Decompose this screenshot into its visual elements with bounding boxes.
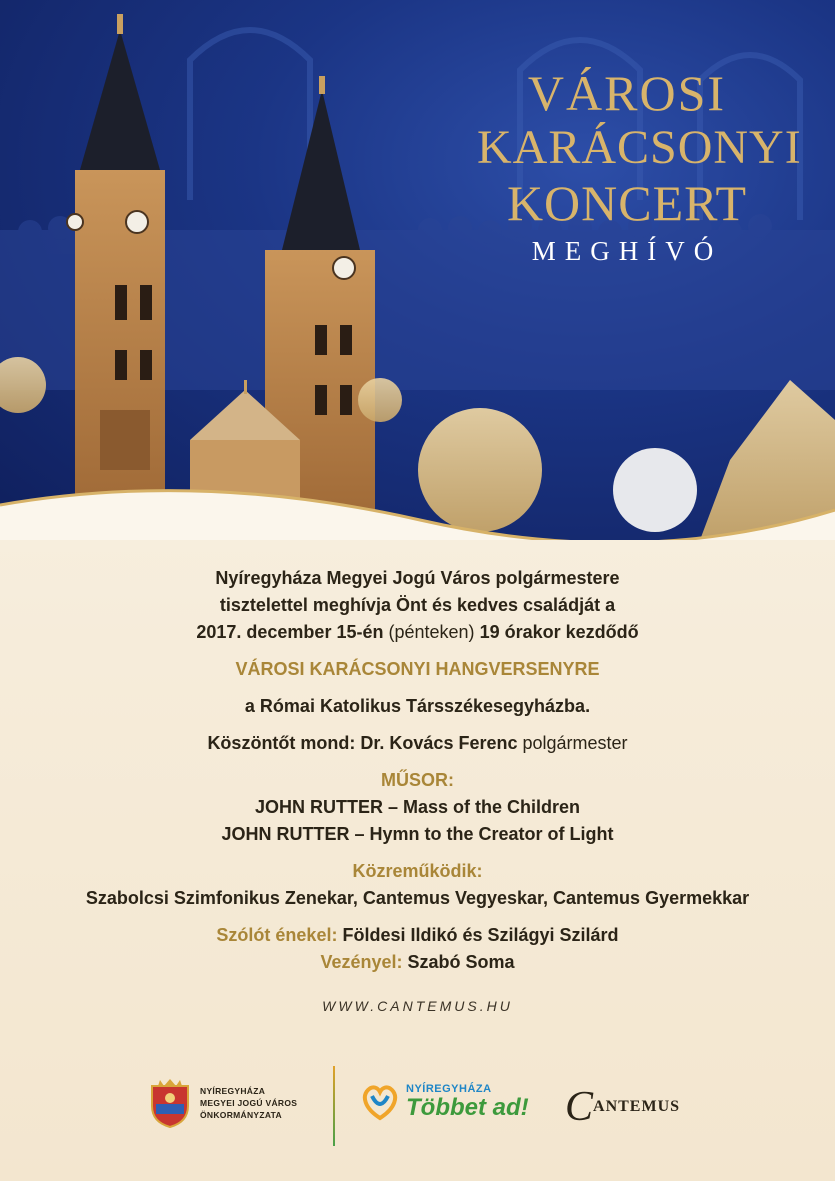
soloists-line — [0, 922, 835, 949]
greeting-role: polgármester — [522, 733, 628, 753]
nyiregyhaza-brand-logo — [360, 1082, 529, 1122]
title-subtitle: MEGHÍVÓ — [531, 236, 723, 266]
invitation-line-2: tisztelettel meghívja Önt és kedves családját a — [219, 595, 616, 615]
event-day: (pénteken) — [388, 622, 475, 642]
invitation-line-1: Nyíregyháza Megyei Jogú Város polgármestere — [215, 568, 620, 588]
title-line-3: KONCERT — [506, 175, 748, 231]
conductor-name: Szabó Soma — [407, 952, 515, 972]
brand-slogan: Többet ad! — [406, 1094, 529, 1121]
cantemus-initial: C — [565, 1084, 594, 1130]
soloists-label: Szólót énekel: — [216, 925, 338, 945]
title-line-1: VÁROSI — [527, 65, 727, 121]
city-logo-line-3: ÖNKORMÁNYZATA — [200, 1110, 282, 1120]
cantemus-name: ANTEMUS — [593, 1098, 681, 1115]
logo-bar — [0, 1060, 835, 1150]
event-venue: a Római Katolikus Társszékesegyházba. — [244, 696, 591, 716]
logo-divider — [333, 1066, 335, 1146]
cantemus-logo — [565, 1086, 680, 1128]
performers-label: Közreműködik: — [352, 861, 483, 881]
website-link[interactable]: WWW.CANTEMUS.HU — [322, 998, 513, 1014]
greeting-speaker: Köszöntőt mond: Dr. Kovács Ferenc — [207, 733, 518, 753]
city-coat-of-arms-icon — [148, 1078, 192, 1128]
event-date: 2017. december 15-én — [196, 622, 384, 642]
conductor-line — [0, 949, 835, 976]
event-time: 19 órakor kezdődő — [479, 622, 639, 642]
greeting-line — [0, 730, 835, 757]
header-image — [0, 0, 835, 540]
invitation-text — [0, 565, 835, 1014]
title-line-2: KARÁCSONYI — [477, 121, 802, 174]
soloists-names: Földesi Ildikó és Szilágyi Szilárd — [342, 925, 619, 945]
invitation-date-line — [0, 619, 835, 646]
left-tower — [67, 14, 165, 510]
program-item: JOHN RUTTER – Mass of the Children — [254, 797, 581, 817]
performers-names: Szabolcsi Szimfonikus Zenekar, Cantemus Vegyeskar, Cantemus Gyermekkar — [85, 888, 750, 908]
poster-title — [477, 65, 802, 266]
event-title: VÁROSI KARÁCSONYI HANGVERSENYRE — [235, 659, 600, 679]
city-logo-line-2: MEGYEI JOGÚ VÁROS — [200, 1098, 298, 1108]
city-logo-line-1: NYÍREGYHÁZA — [200, 1086, 266, 1096]
brand-city-name: NYÍREGYHÁZA — [406, 1083, 492, 1095]
city-logo — [148, 1078, 297, 1128]
program-label: MŰSOR: — [381, 770, 454, 790]
conductor-label: Vezényel: — [320, 952, 403, 972]
brand-heart-icon — [360, 1082, 400, 1122]
program-item: JOHN RUTTER – Hymn to the Creator of Light — [221, 824, 614, 844]
